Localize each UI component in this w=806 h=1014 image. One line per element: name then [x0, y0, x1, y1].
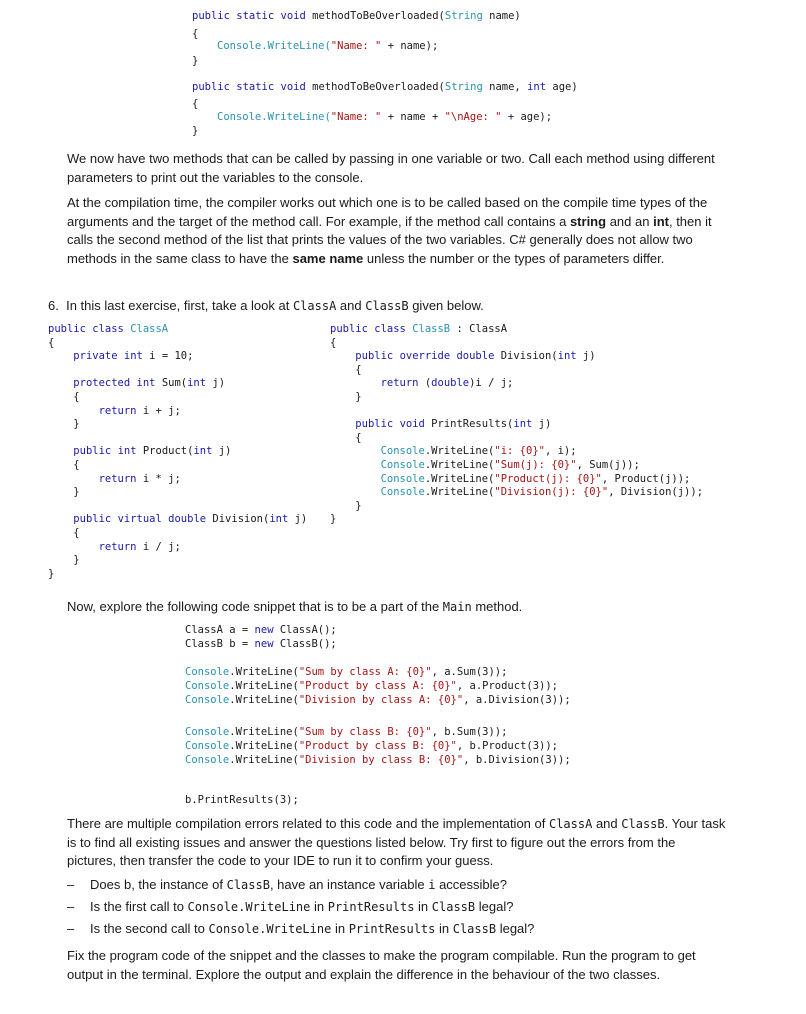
code-line: Console.WriteLine("Product by class B: {0}", b.Product(3));	[185, 740, 559, 752]
task-paragraph: There are multiple compilation errors related to this code and the implementation of ClassA and ClassB. Your task is to find all existing issues and answer the questions listed below. Try first to figure out the errors from the pictures, then transfer the code to your IDE to run it to confirm your guess.	[67, 816, 726, 868]
code-line: Console.WriteLine("Product by class A: {0}", a.Product(3));	[185, 680, 559, 692]
code-line: Console.WriteLine("Name: " + name + "\nAge: " + age);	[217, 111, 553, 123]
code-line: Console.WriteLine("Division by class A: {0}", a.Division(3));	[185, 694, 571, 706]
class-a-code: public class ClassA { private int i = 10; protected int Sum(int j) { return i + j; } public int Product(int j) { return i * j; } public virtual double Division(int j) { return i / j; } }	[48, 323, 308, 580]
class-b-code: public class ClassB : ClassA { public override double Division(int j) { return (double)i / j; } public void PrintResults(int j) { Console.WriteLine("i: {0}", i); Console.WriteLine("Sum(j): {0}", Sum(j)); Console.WriteLine("Product(j): {0}", Product(j)); Console.WriteLine("Division(j): {0}", Division(j)); } }	[330, 323, 704, 526]
code-line: Console.WriteLine("Sum by class B: {0}", b.Sum(3));	[185, 726, 508, 738]
exercise-6-heading: 6. In this last exercise, first, take a look at ClassA and ClassB given below.	[48, 298, 484, 313]
bullet-dash: –	[67, 877, 75, 892]
question-2: Is the first call to Console.WriteLine in PrintResults in ClassB legal?	[90, 899, 514, 914]
question-1: Does b, the instance of ClassB, have an instance variable i accessible?	[90, 877, 508, 892]
code-line: Console.WriteLine("Sum by class A: {0}", a.Sum(3));	[185, 666, 508, 678]
code-line: }	[192, 55, 199, 67]
question-3: Is the second call to Console.WriteLine in PrintResults in ClassB legal?	[90, 921, 535, 936]
code-line: public static void methodToBeOverloaded(String name, int age)	[192, 81, 578, 93]
bullet-dash: –	[67, 899, 75, 914]
code-line: {	[192, 28, 199, 40]
code-line: Console.WriteLine("Name: " + name);	[217, 40, 439, 52]
compile-time-paragraph: At the compilation time, the compiler works out which one is to be called based on the compile time types of the arguments and the target of the method call. For example, if the method call contains a string and an int, then it calls the second method of the list that prints the values of the two variables. C# generally does not allow two methods in the same class to have the same name unless the number or the types of parameters differ.	[67, 195, 712, 266]
snippet-intro-paragraph: Now, explore the following code snippet that is to be a part of the Main method.	[67, 599, 523, 614]
code-line: ClassB b = new ClassB();	[185, 638, 337, 650]
code-line: ClassA a = new ClassA();	[185, 624, 337, 636]
intro-paragraph: We now have two methods that can be called by passing in one variable or two. Call each method using different parameters to print out the variables to the console.	[67, 151, 715, 185]
code-line: Console.WriteLine("Division by class B: {0}", b.Division(3));	[185, 754, 571, 766]
code-line: public static void methodToBeOverloaded(String name)	[192, 10, 521, 22]
code-line: }	[192, 125, 199, 137]
code-line: b.PrintResults(3);	[185, 794, 299, 806]
bullet-dash: –	[67, 921, 75, 936]
fix-paragraph: Fix the program code of the snippet and the classes to make the program compilable. Run the program to get output in the terminal. Explore the output and explain the difference in the behaviour of the two classes.	[67, 948, 696, 982]
code-line: {	[192, 98, 199, 110]
